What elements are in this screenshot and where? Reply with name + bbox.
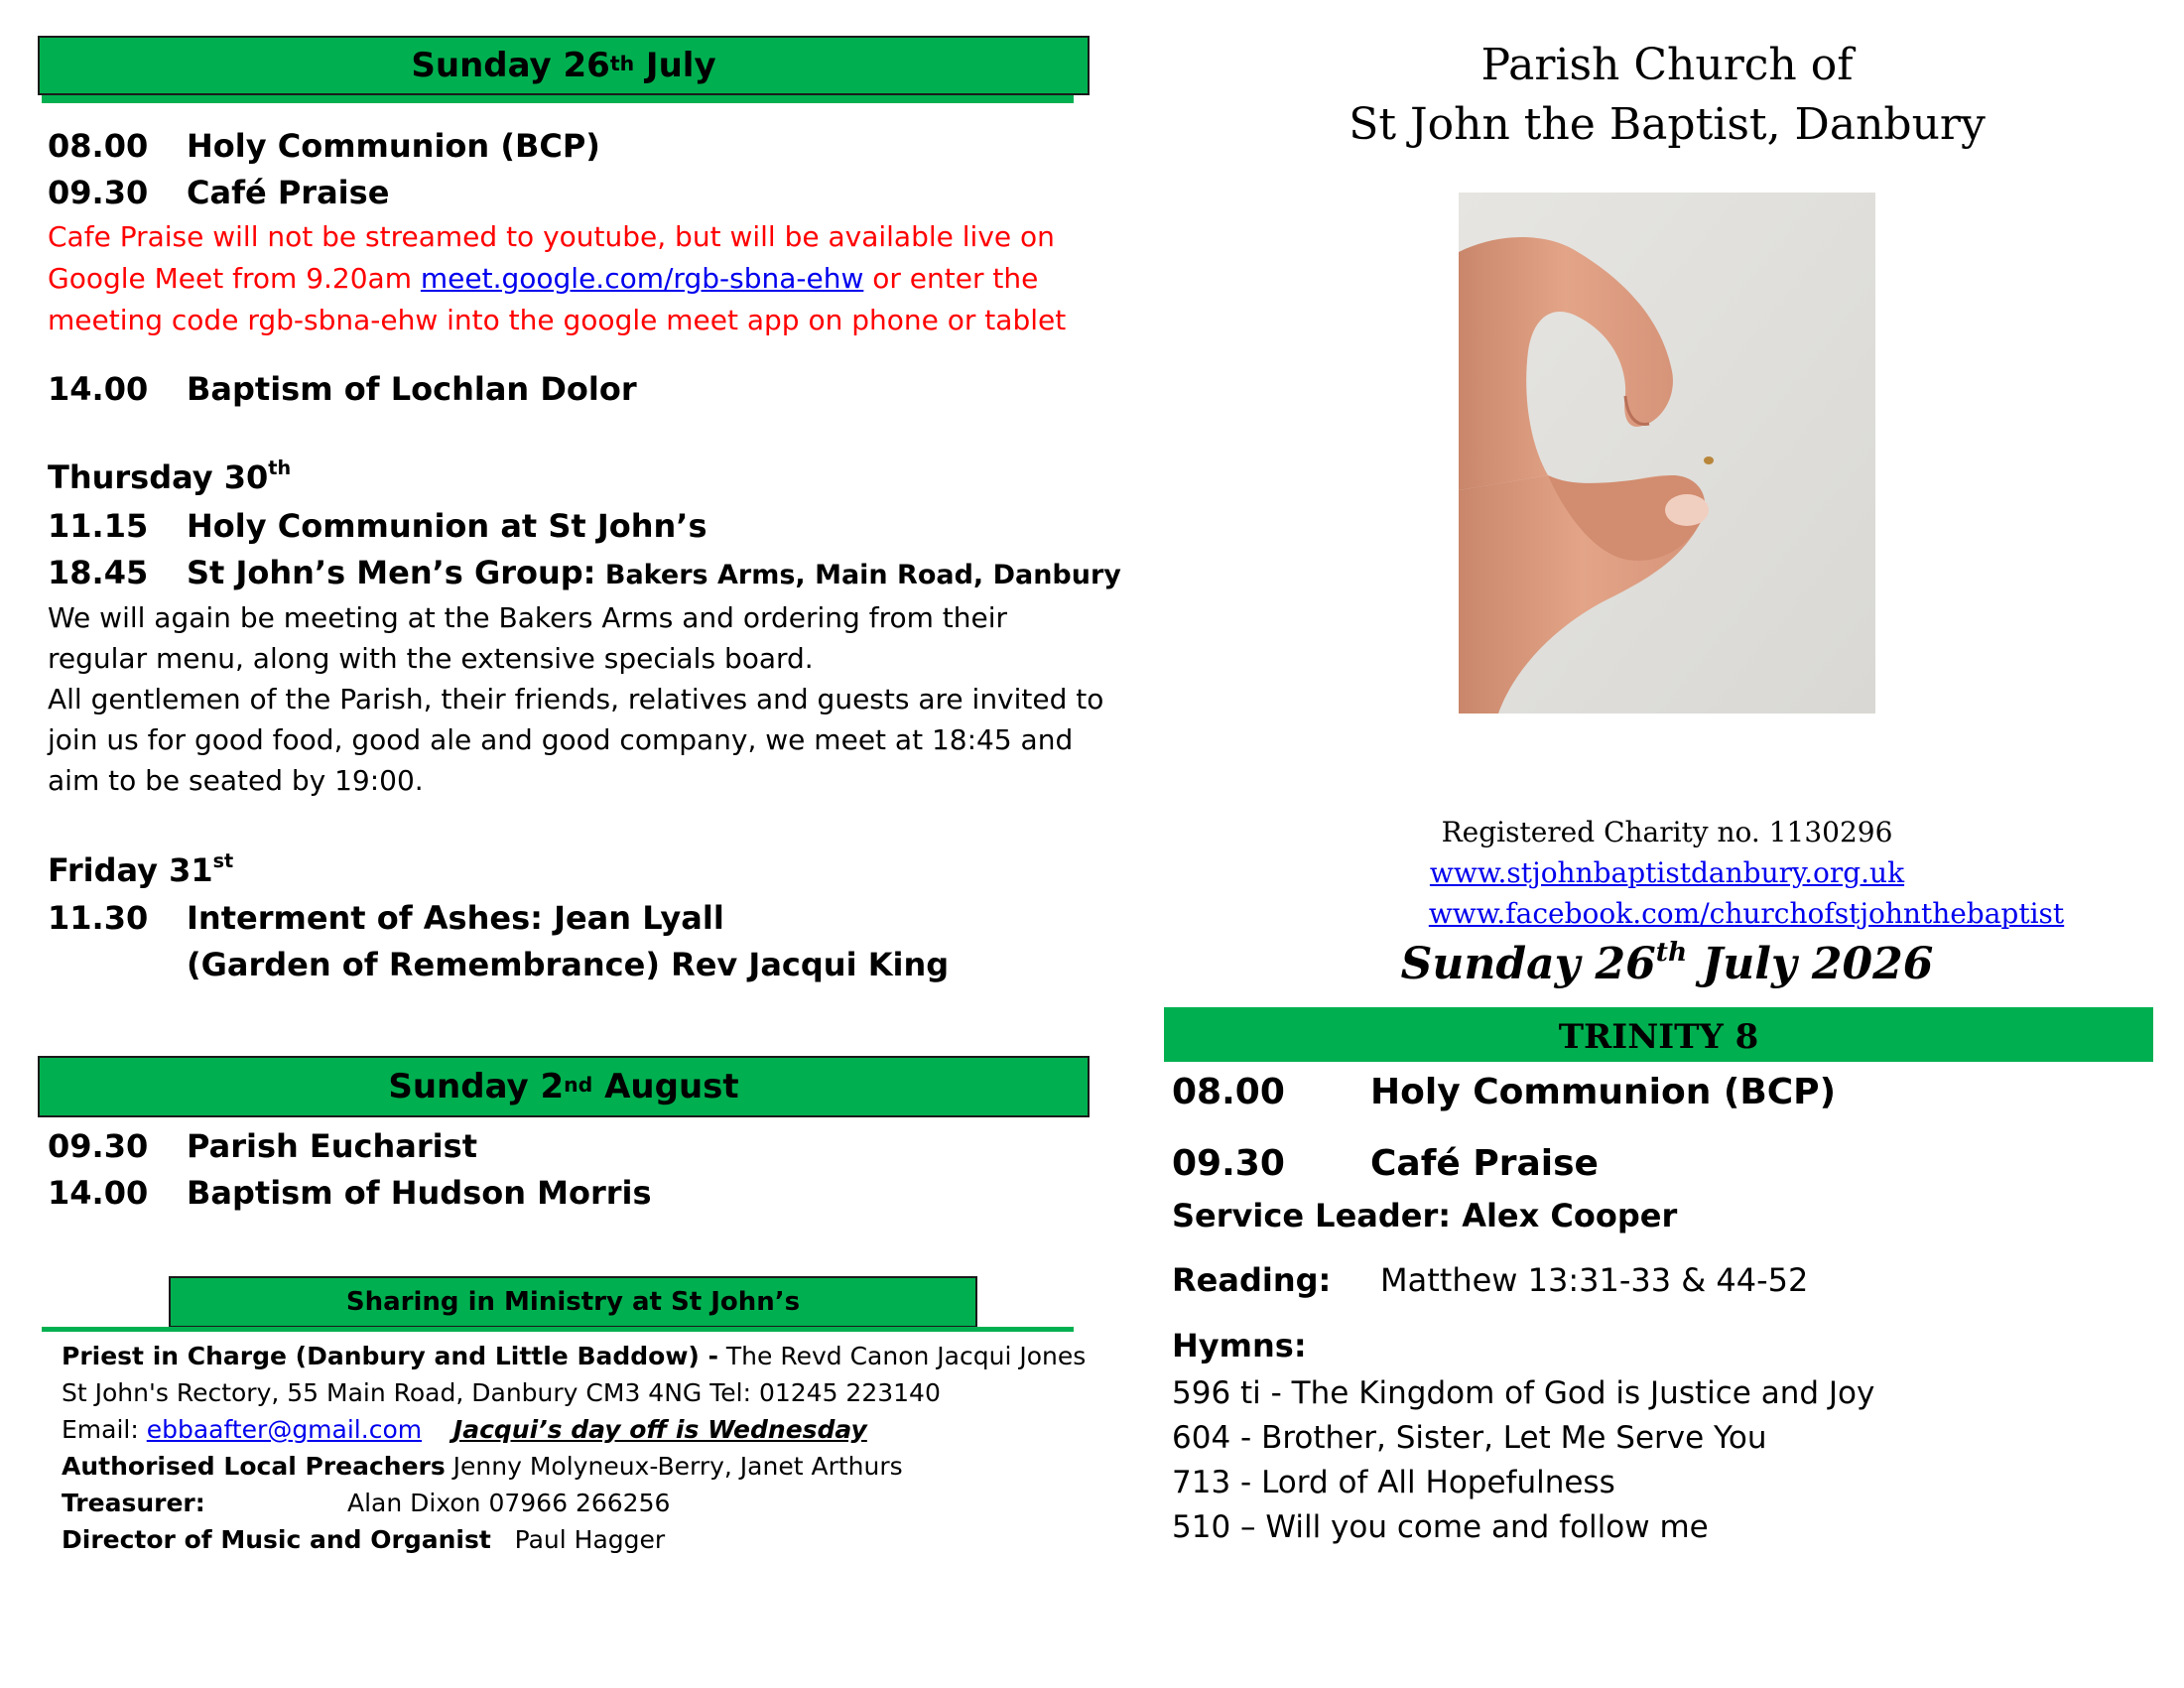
- reading: Reading: Matthew 13:31-33 & 44-52: [1172, 1261, 1809, 1299]
- ministry-header: Sharing in Ministry at St John’s: [169, 1276, 977, 1328]
- meet-link[interactable]: meet.google.com/rgb-sbna-ehw: [420, 262, 864, 295]
- list-item: 604 - Brother, Sister, Let Me Serve You: [1172, 1420, 1767, 1456]
- hymn-list: [1172, 1371, 1874, 1550]
- charity-info: Registered Charity no. 1130296 www.stjohnbaptistdanbury.org.uk www.facebook.com/churchofstjohnthebaptist: [1428, 816, 2065, 930]
- website-link[interactable]: www.stjohnbaptistdanbury.org.uk: [1429, 856, 1905, 889]
- ministry-divider: [42, 1327, 1074, 1332]
- friday-heading: Friday 31st: [48, 849, 234, 889]
- sunday-header: Sunday 26th July: [38, 36, 1090, 95]
- list-item: 713 - Lord of All Hopefulness: [1172, 1465, 1615, 1500]
- ministry-details: Priest in Charge (Danbury and Little Baddow) - The Revd Canon Jacqui Jones St John's Rectory, 55 Main Road, Danbury CM3 4NG Tel: 01245 223140 Email: ebbaafter@gmail.com Jacqui’s day off is Wednesday Authorised Local Preachers Jenny Molyneux-Berry, Janet Arthurs Treasurer: Alan Dixon 07966 266256 Director of Music and Organist Paul Hagger: [62, 1342, 1087, 1554]
- hymns-heading: Hymns:: [1172, 1327, 1307, 1364]
- parish-title: Parish Church of St John the Baptist, Danbury: [1349, 40, 1986, 150]
- mustard-seed-photo: [1459, 193, 1875, 714]
- list-item: 596 ti - The Kingdom of God is Justice and Joy: [1172, 1375, 1875, 1411]
- service-leader: Service Leader: Alex Cooper: [1172, 1197, 1678, 1234]
- list-item: 510 – Will you come and follow me: [1172, 1509, 1709, 1545]
- facebook-link[interactable]: www.facebook.com/churchofstjohnthebaptist: [1428, 897, 2065, 930]
- service-date: Sunday 26th July 2026: [1400, 937, 1934, 989]
- cafe-note: Cafe Praise will not be streamed to youtube, but will be available live on Google Meet from 9.20am meet.google.com/rgb-sbna-ehw or enter the meeting code rgb-sbna-ehw into the google meet app on phone or tablet: [48, 220, 1067, 336]
- august-header: Sunday 2nd August: [38, 1056, 1090, 1117]
- trinity-banner: TRINITY 8: [1164, 1007, 2153, 1062]
- mens-group-text: We will again be meeting at the Bakers Arms and ordering from their regular menu, along with the extensive specials board. All gentlemen of the Parish, their friends, relatives and guests are invited to join us for good food, good ale and good company, we meet at 18:45 and aim to be seated by 19:00.: [48, 601, 1104, 797]
- thursday-heading: Thursday 30th: [48, 456, 292, 496]
- email-link[interactable]: ebbaafter@gmail.com: [146, 1415, 423, 1444]
